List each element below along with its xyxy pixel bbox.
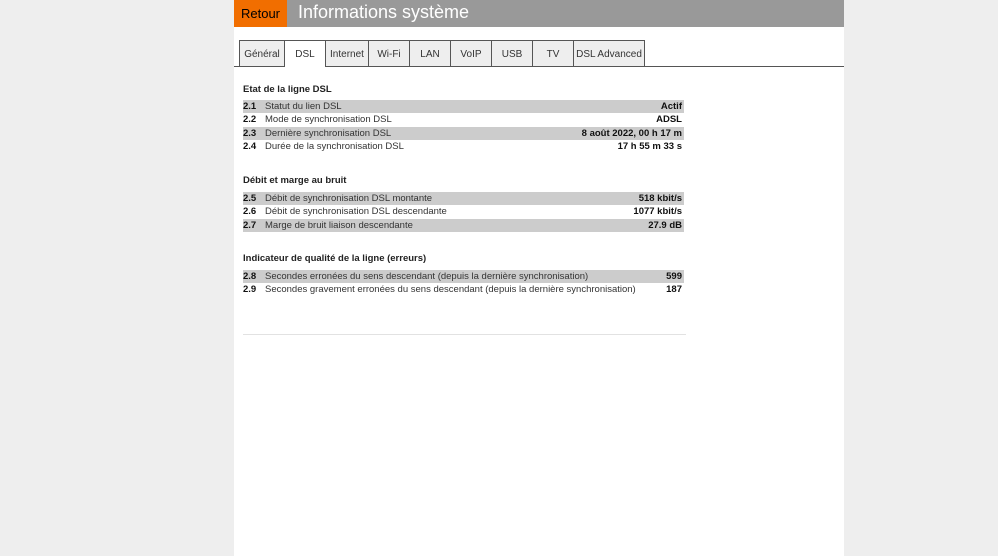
row-number: 2.9 bbox=[243, 284, 257, 295]
row-value: 17 h 55 m 33 s bbox=[617, 141, 682, 152]
row-label: Mode de synchronisation DSL bbox=[265, 114, 392, 125]
row-number: 2.4 bbox=[243, 141, 257, 152]
row-label: Secondes erronées du sens descendant (depuis la dernière synchronisation) bbox=[265, 271, 589, 282]
page-container bbox=[234, 0, 844, 556]
row-value: 8 août 2022, 00 h 17 m bbox=[581, 128, 682, 139]
tab-wifi[interactable]: Wi-Fi bbox=[368, 40, 409, 66]
row-label: Dernière synchronisation DSL bbox=[265, 128, 392, 139]
page-title: Informations système bbox=[298, 2, 470, 22]
section-title-line-quality: Indicateur de qualité de la ligne (erreurs) bbox=[243, 253, 427, 264]
tab-baseline bbox=[234, 66, 844, 67]
row-value: 187 bbox=[666, 284, 682, 295]
table-row bbox=[243, 100, 684, 113]
tab-bar bbox=[234, 40, 844, 67]
row-number: 2.6 bbox=[243, 206, 257, 217]
tab-usb[interactable]: USB bbox=[491, 40, 532, 66]
row-label: Marge de bruit liaison descendante bbox=[265, 220, 413, 231]
tab-internet[interactable]: Internet bbox=[325, 40, 368, 66]
row-value: Actif bbox=[660, 101, 682, 112]
row-number: 2.3 bbox=[243, 128, 257, 139]
table-row bbox=[243, 219, 684, 232]
section-title-rate-noise: Débit et marge au bruit bbox=[243, 175, 347, 186]
tab-lan[interactable]: LAN bbox=[409, 40, 450, 66]
row-number: 2.2 bbox=[243, 114, 257, 125]
section-title-line-status: Etat de la ligne DSL bbox=[243, 84, 332, 95]
row-value: 1077 kbit/s bbox=[633, 206, 682, 217]
table-row bbox=[243, 283, 684, 296]
row-number: 2.7 bbox=[243, 220, 257, 231]
row-number: 2.1 bbox=[243, 101, 257, 112]
table-row bbox=[243, 140, 684, 153]
tab-voip[interactable]: VoIP bbox=[450, 40, 491, 66]
row-value: ADSL bbox=[656, 114, 682, 125]
row-number: 2.8 bbox=[243, 271, 257, 282]
row-value: 599 bbox=[666, 271, 682, 282]
tab-dsl-advanced[interactable]: DSL Advanced bbox=[573, 40, 645, 66]
table-row bbox=[243, 270, 684, 283]
header-bar bbox=[234, 0, 844, 27]
row-label: Durée de la synchronisation DSL bbox=[265, 141, 404, 152]
row-value: 518 kbit/s bbox=[638, 193, 682, 204]
tab-dsl[interactable]: DSL bbox=[284, 40, 325, 67]
row-label: Secondes gravement erronées du sens descendant (depuis la dernière synchronisation) bbox=[265, 284, 636, 295]
table-row bbox=[243, 113, 684, 126]
table-row bbox=[243, 127, 684, 140]
row-value: 27.9 dB bbox=[648, 220, 682, 231]
footer-divider bbox=[243, 334, 686, 335]
row-number: 2.5 bbox=[243, 193, 257, 204]
table-row bbox=[243, 205, 684, 218]
row-label: Débit de synchronisation DSL descendante bbox=[265, 206, 447, 217]
row-label: Débit de synchronisation DSL montante bbox=[265, 193, 433, 204]
row-label: Statut du lien DSL bbox=[265, 101, 342, 112]
back-button[interactable]: Retour bbox=[234, 0, 287, 27]
table-row bbox=[243, 192, 684, 205]
tab-tv[interactable]: TV bbox=[532, 40, 573, 66]
tab-general[interactable]: Général bbox=[239, 40, 284, 66]
